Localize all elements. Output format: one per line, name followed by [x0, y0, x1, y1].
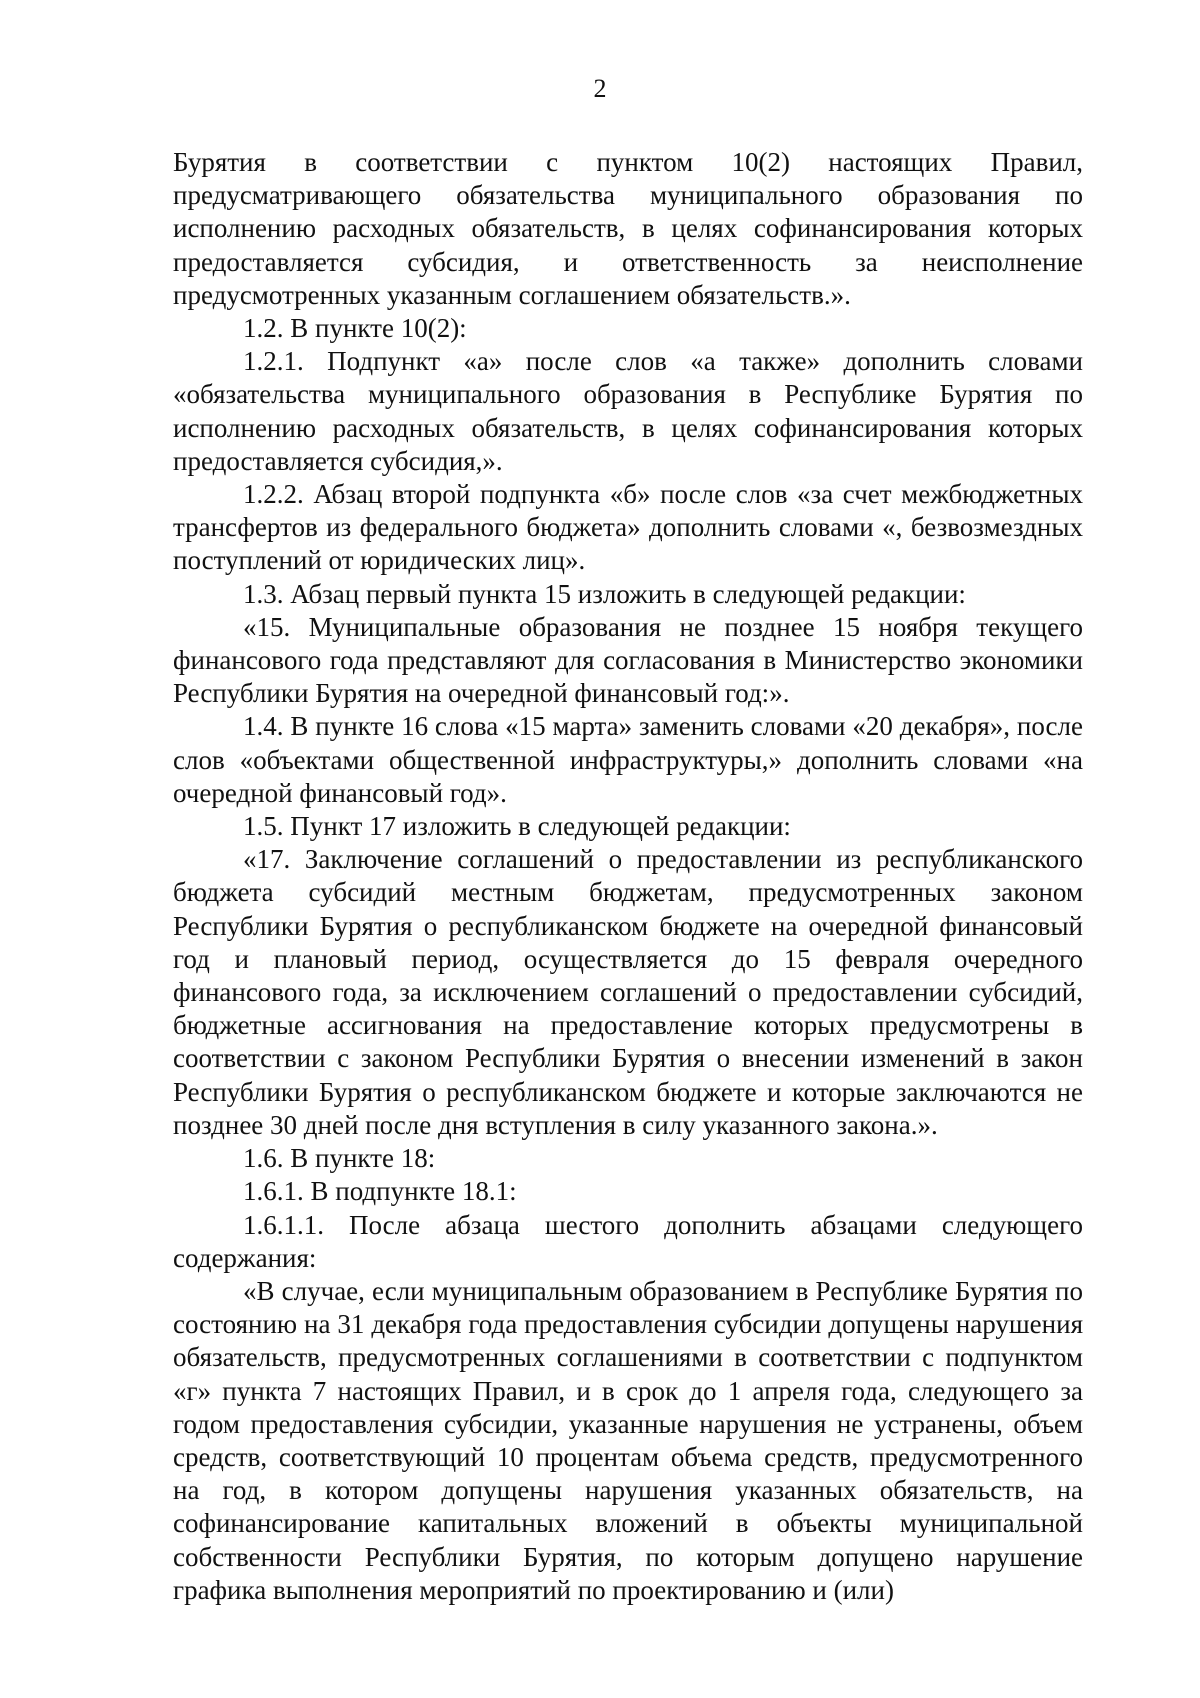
paragraph-quote-violation: «В случае, если муниципальным образованием в Республике Бурятия по состоянию на 31 декабря года предоставления субсидии допущены нарушения обязательств, предусмотренных соглашениями в соответствии с подпунктом «г» пункта 7 настоящих Правил, и в срок до 1 апреля года, следующего за годом предоставления субсидии, указанные нарушения не устранены, объем средств, соответствующий 10 процентам объема средств, предусмотренного на год, в котором допущены нарушения указанных обязательств, на софинансирование капитальных вложений в объекты муниципальной собственности Республики Бурятия, по которым допущено нарушение графика выполнения мероприятий по проектированию и (или) [173, 1275, 1083, 1605]
paragraph-1-2: 1.2. В пункте 10(2): [243, 313, 467, 344]
paragraph-1-2-2: 1.2.2. Абзац второй подпункта «б» после слов «за счет межбюджетных трансфертов из федерального бюджета» дополнить словами «, безвозмездных поступлений от юридических лиц». [173, 479, 1083, 576]
paragraph-continuation: Бурятия в соответствии с пунктом 10(2) настоящих Правил, предусматривающего обязательства муниципального образования по исполнению расходных обязательств, в целях софинансирования которых предоставляется субсидия, и ответственность за неисполнение предусмотренных указанным соглашением обязательств.». [173, 147, 1083, 310]
paragraph-1-4: 1.4. В пункте 16 слова «15 марта» заменить словами «20 декабря», после слов «объектами общественной инфраструктуры,» дополнить словами «на очередной финансовый год». [173, 711, 1083, 808]
page-number: 2 [593, 74, 607, 103]
paragraph-1-6-1: 1.6.1. В подпункте 18.1: [243, 1176, 517, 1207]
paragraph-1-3: 1.3. Абзац первый пункта 15 изложить в следующей редакции: [243, 578, 966, 609]
paragraph-1-6-1-1: 1.6.1.1. После абзаца шестого дополнить абзацами следующего содержания: [173, 1209, 1083, 1273]
paragraph-quote-15: «15. Муниципальные образования не позднее 15 ноября текущего финансового года представляют для согласования в Министерство экономики Республики Бурятия на очередной финансовый год:». [173, 611, 1083, 709]
paragraph-1-2-1: 1.2.1. Подпункт «а» после слов «а также» дополнить словами «обязательства муниципального образования в Республике Бурятия по исполнению расходных обязательств, в целях софинансирования которых предоставляется субсидия,». [173, 346, 1083, 476]
document-body [173, 146, 1083, 1607]
paragraph-1-5: 1.5. Пункт 17 изложить в следующей редакции: [243, 811, 791, 842]
paragraph-quote-17: «17. Заключение соглашений о предоставлении из республиканского бюджета субсидий местным бюджетам, предусмотренных законом Республики Бурятия о республиканском бюджете на очередной финансовый год и плановый период, осуществляется до 15 февраля очередного финансового года, за исключением соглашений о предоставлении субсидий, бюджетные ассигнования на предоставление которых предусмотрены в соответствии с законом Республики Бурятия о внесении изменений в закон Республики Бурятия о республиканском бюджете и которые заключаются не позднее 30 дней после дня вступления в силу указанного закона.». [173, 844, 1083, 1140]
paragraph-1-6: 1.6. В пункте 18: [243, 1143, 436, 1174]
